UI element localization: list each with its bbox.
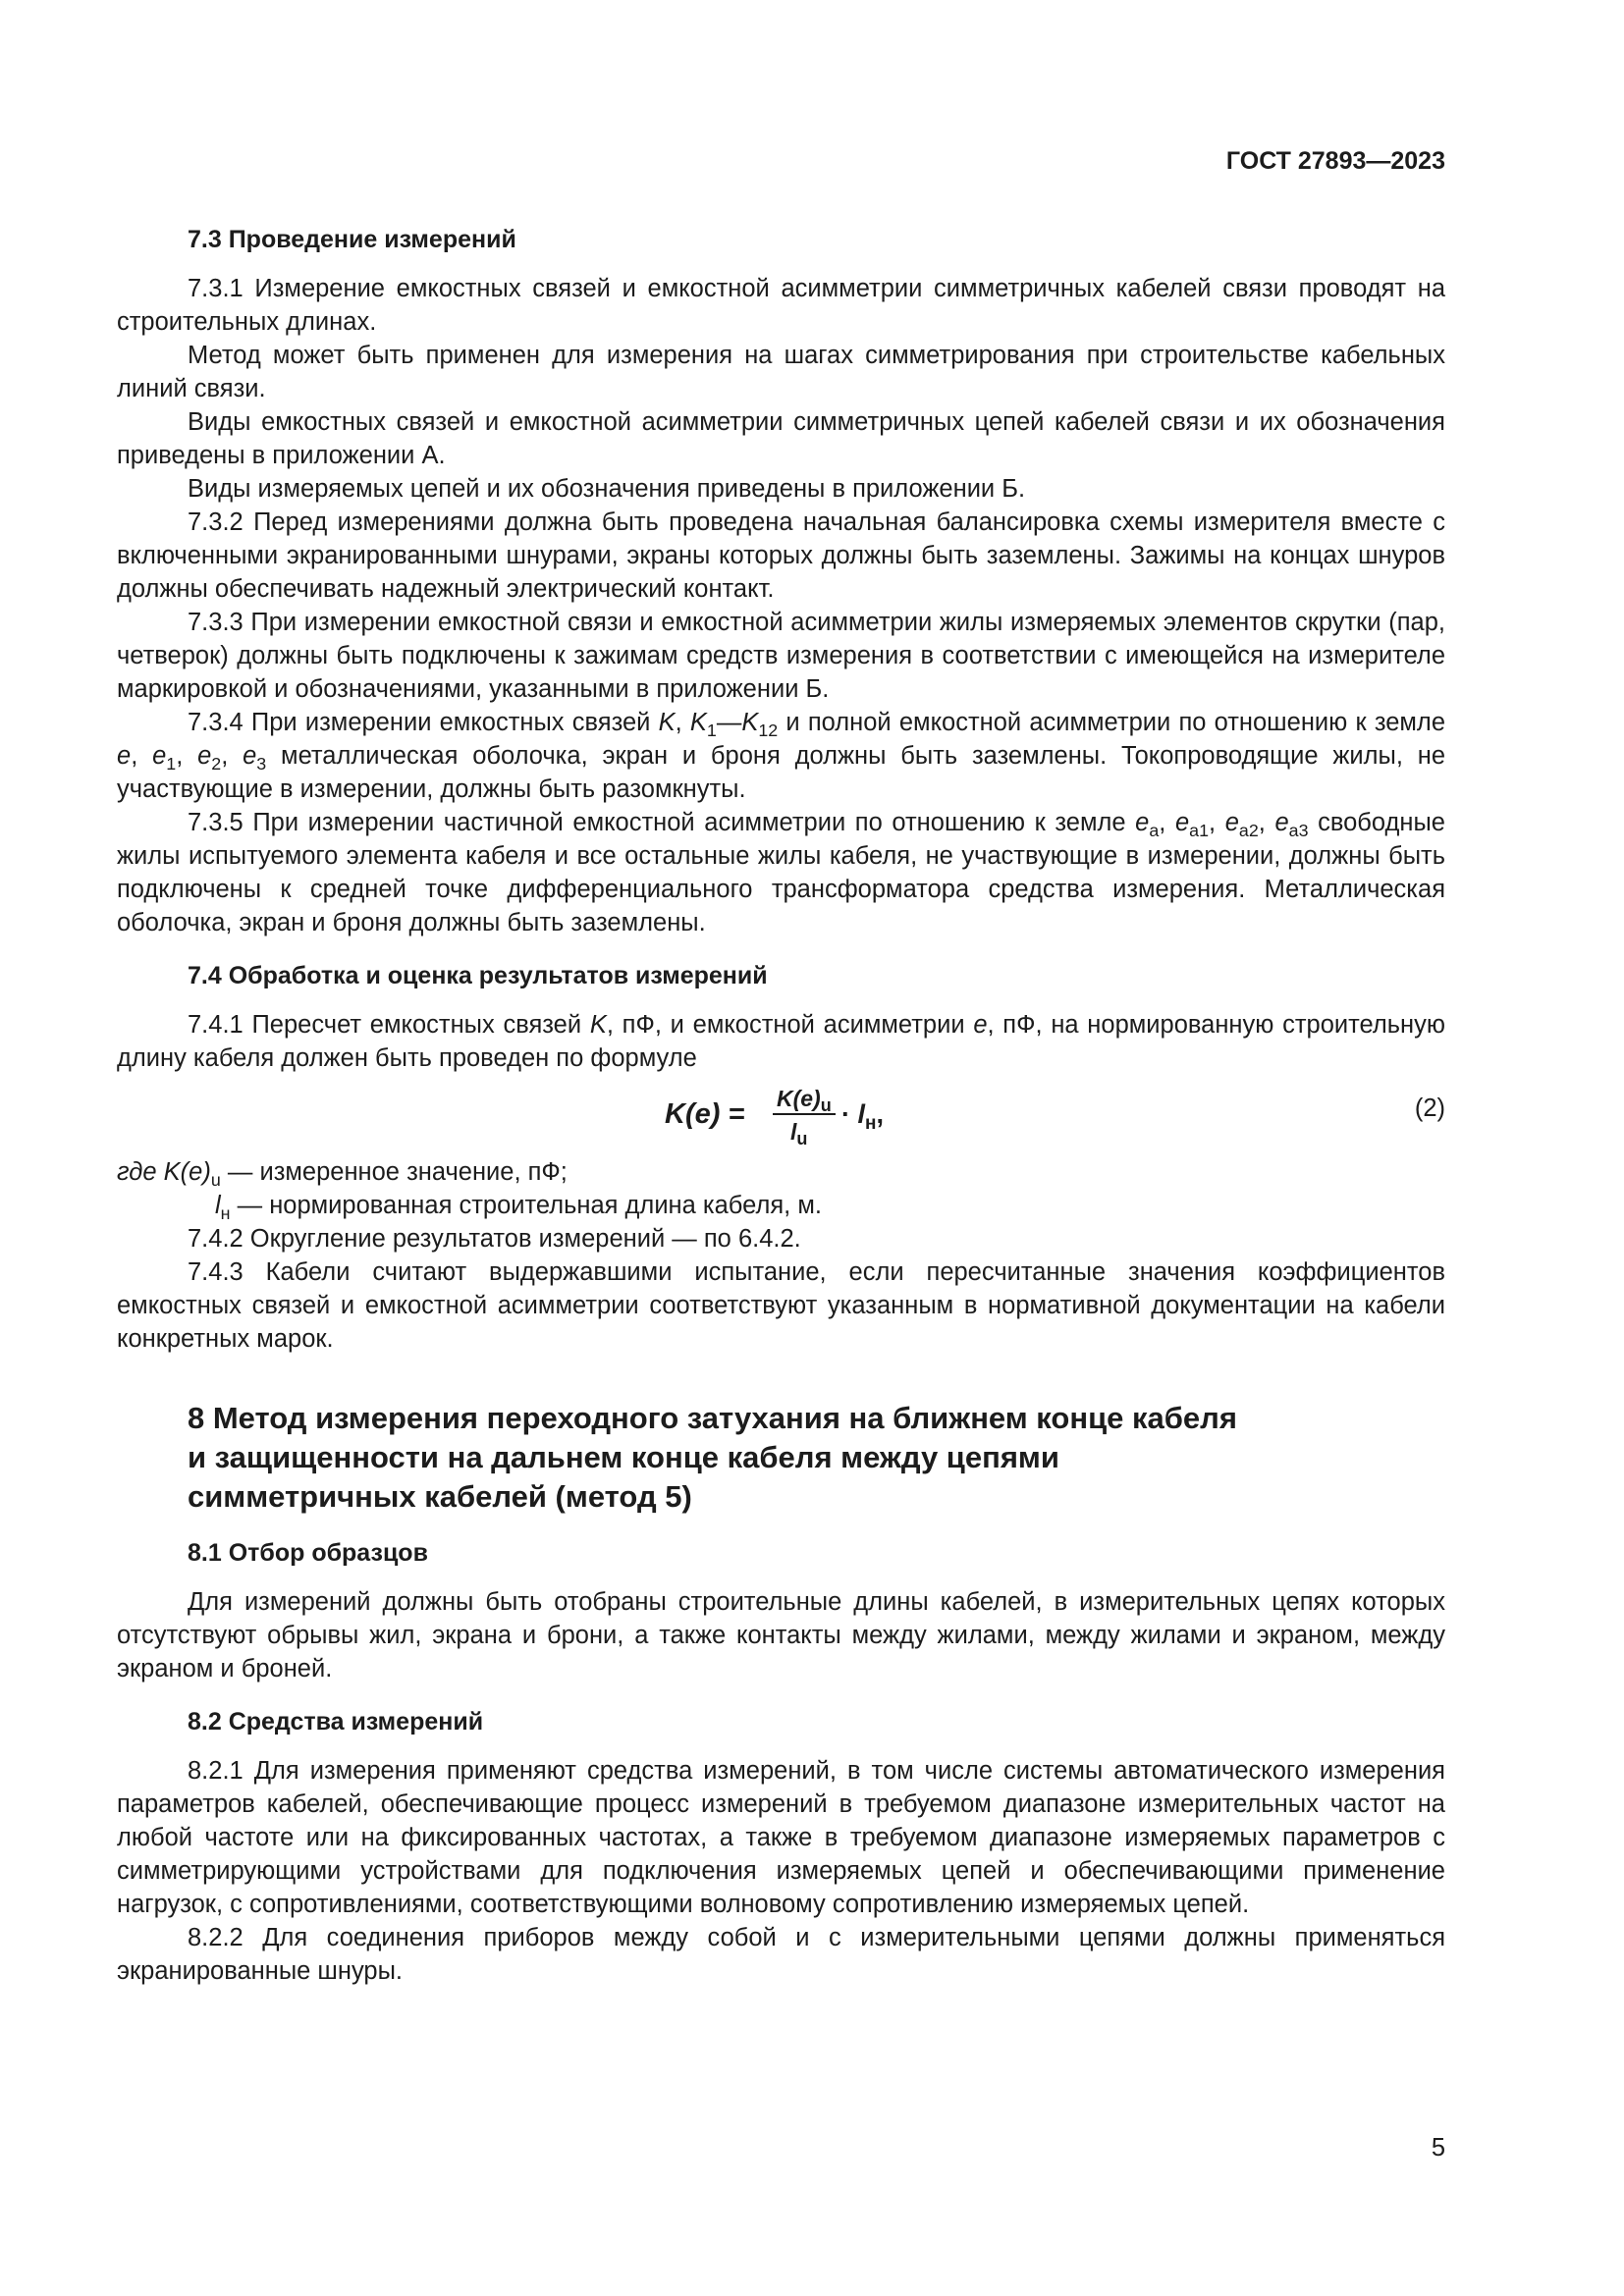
formula-2 <box>117 1075 1445 1155</box>
paragraph-7-3-3: 7.3.3 При измерении емкостной связи и емкостной асимметрии жилы измеряемых элементов скрутки (пар, четверок) должны быть подключены к зажимам средств измерения в соответствии с имеющейся на измерителе маркировкой и обозначениями, указанными в приложении Б. <box>117 609 1445 703</box>
paragraph-7-4-2: 7.4.2 Округление результатов измерений — по 6.4.2. <box>188 1225 801 1253</box>
paragraph-7-4-3: 7.4.3 Кабели считают выдержавшими испытание, если пересчитанные значения коэффициентов емкостных связей и емкостной асимметрии соответствуют указанным в нормативной документации на кабели конкретных марок. <box>117 1258 1445 1353</box>
paragraph-7-3-1: 7.3.1 Измерение емкостных связей и емкостной асимметрии симметричных кабелей связи проводят на строительных длинах. <box>117 275 1445 336</box>
paragraph-8-1: Для измерений должны быть отобраны строительные длины кабелей, в измерительных цепях которых отсутствуют обрывы жил, экрана и брони, а также контакты между жилами, между жилами и экраном, между экраном и броней. <box>117 1588 1445 1682</box>
where-clause-1: где $K(e)_u$ — измеренное значение, пФ; <box>117 1158 568 1191</box>
page-number: 5 <box>1431 2134 1445 2162</box>
formula-denominator: $l_u$ <box>790 1119 808 1148</box>
formula-tail: · $l_н$, <box>841 1099 885 1134</box>
paragraph-7-3-1-types: Виды емкостных связей и емкостной асимметрии симметричных цепей кабелей связи и их обозначения приведены в приложении А. <box>117 408 1445 469</box>
formula-lhs: K(e) = <box>665 1098 745 1130</box>
section-7-3-heading: 7.3 Проведение измерений <box>188 226 516 253</box>
formula-expression <box>665 1075 1156 1155</box>
paragraph-7-3-1-circuits: Виды измеряемых цепей и их обозначения приведены в приложении Б. <box>188 475 1026 503</box>
page-content <box>117 223 1445 1988</box>
paragraph-8-2-2: 8.2.2 Для соединения приборов между собой и с измерительными цепями должны применяться экранированные шнуры. <box>117 1924 1445 1985</box>
section-8-2-heading: 8.2 Средства измерений <box>188 1708 484 1735</box>
formula-number: (2) <box>1414 1095 1445 1122</box>
paragraph-7-3-1-method: Метод может быть применен для измерения на шагах симметрирования при строительстве кабельных линий связи. <box>117 342 1445 402</box>
section-8-heading-line-2: и защищенности на дальнем конце кабеля между цепями <box>188 1440 1059 1474</box>
section-8-heading-line-3: симметричных кабелей (метод 5) <box>188 1479 692 1514</box>
section-8-1-heading: 8.1 Отбор образцов <box>188 1539 428 1567</box>
paragraph-8-2-1: 8.2.1 Для измерения применяют средства измерений, в том числе системы автоматического измерения параметров кабелей, обеспечивающие процесс измерений в требуемом диапазоне измерительных частот на любой частоте или на фиксированных частотах, а также в требуемом диапазоне измеряемых параметров с симметрирующими устройствами для подключения измеряемых цепей и обеспечивающими применение нагрузок, с сопротивлениями, соответствующими волновому сопротивлению измеряемых цепей. <box>117 1757 1445 1918</box>
section-8-heading-line-1: 8 Метод измерения переходного затухания на ближнем конце кабеля <box>188 1401 1237 1435</box>
paragraph-7-4-1: 7.4.1 Пересчет емкостных связей K, пФ, и емкостной асимметрии e, пФ, на нормированную строительную длину кабеля должен быть проведен по формуле <box>117 1011 1445 1072</box>
where-clause-2: $l_н$ — нормированная строительная длина кабеля, м. <box>215 1192 822 1224</box>
paragraph-7-3-4: 7.3.4 При измерении емкостных связей K, $K_1—K_{12}$ и полной емкостной асимметрии по отношению к земле e, $e_1$, $e_2$, $e_3$ металлическая оболочка, экран и броня должны быть заземлены. Токопроводящие жилы, не участвующие в измерении, должны быть разомкнуты. <box>117 709 1446 803</box>
paragraph-7-3-5: 7.3.5 При измерении частичной емкостной асимметрии по отношению к земле $e_a$, $e_{a1}$, $e_{a2}$, $e_{a3}$ свободные жилы испытуемого элемента кабеля и все остальные жилы кабеля, не участвующие в измерении, должны быть подключены к средней точке дифференциального трансформатора средства измерения. Металлическая оболочка, экран и броня должны быть заземлены. <box>117 809 1445 936</box>
section-7-4-heading: 7.4 Обработка и оценка результатов измерений <box>188 962 768 989</box>
paragraph-7-3-2: 7.3.2 Перед измерениями должна быть проведена начальная балансировка схемы измерителя вместе с включенными экранированными шнурами, экраны которых должны быть заземлены. Зажимы на концах шнуров должны обеспечивать надежный электрический контакт. <box>117 508 1445 603</box>
formula-numerator: $K(e)_u$ <box>777 1086 832 1115</box>
document-id: ГОСТ 27893—2023 <box>1225 147 1445 175</box>
